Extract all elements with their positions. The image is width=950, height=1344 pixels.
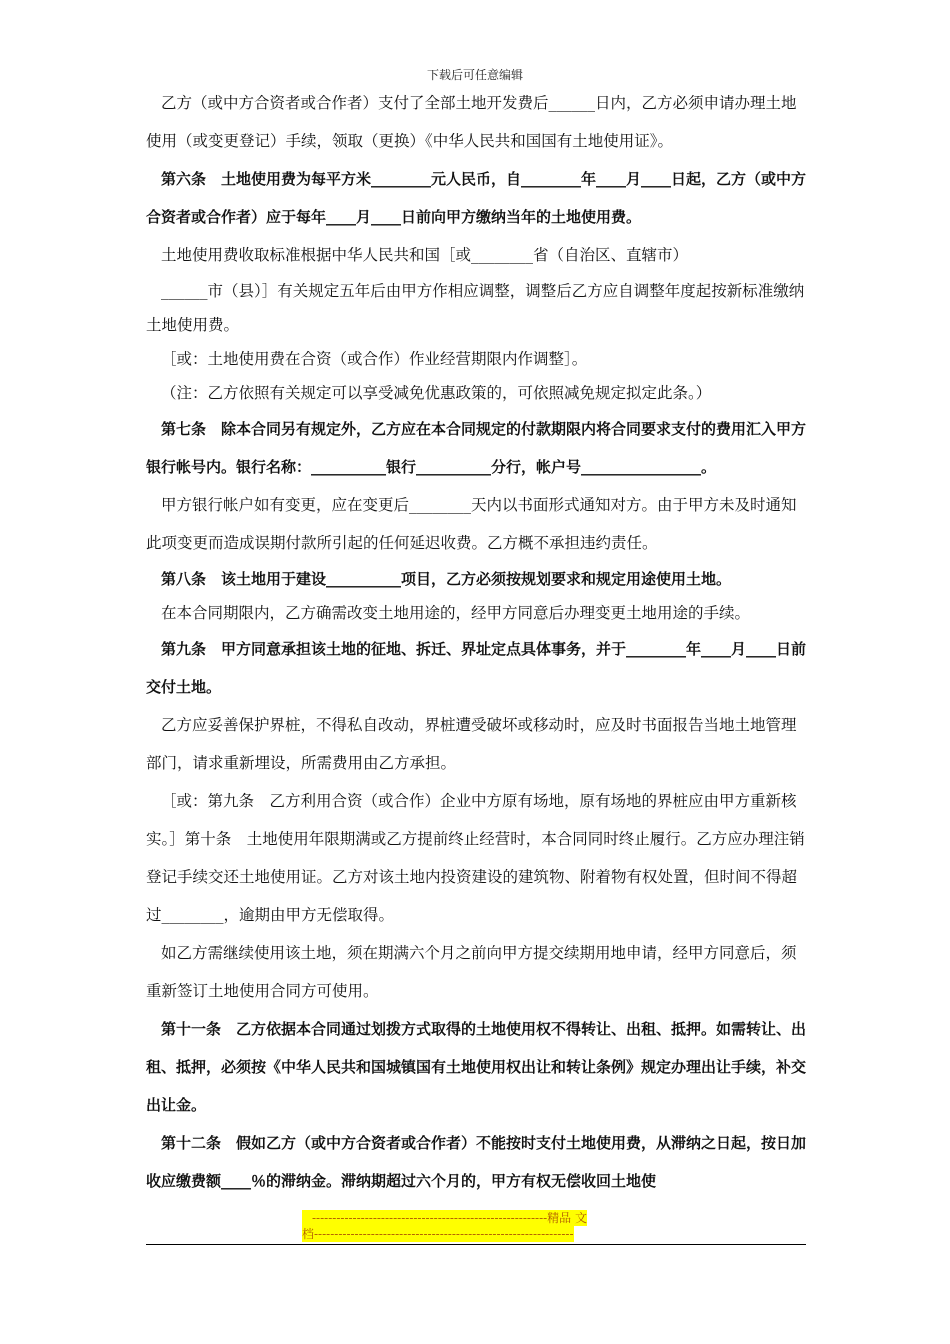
paragraph-fee-standard: 土地使用费收取标准根据中华人民共和国［或________省（自治区、直辖市） bbox=[161, 246, 689, 264]
paragraph-note: （注：乙方依照有关规定可以享受减免优惠政策的，可依照减免规定拟定此条。） bbox=[161, 384, 712, 402]
article-8-land-use: 第八条 该土地用于建设__________项目，乙方必须按规划要求和规定用途使用土地。 bbox=[161, 570, 732, 588]
footer-divider bbox=[146, 1244, 806, 1245]
article-9-delivery: 第九条 甲方同意承担该土地的征地、拆迁、界址定点具体事务，并于________年____月____日前交付土地。 bbox=[146, 640, 807, 696]
paragraph-fee-adjustment: ______市（县）］有关规定五年后由甲方作相应调整，调整后乙方应自调整年度起按新标准缴纳土地使用费。 bbox=[146, 282, 805, 334]
footer-line-1: ----------------------------------------------------------精品 文 bbox=[302, 1210, 587, 1226]
footer-line-2: 档---------------------------------------------------------------- bbox=[302, 1227, 574, 1241]
paragraph-renewal: 如乙方需继续使用该土地，须在期满六个月之前向甲方提交续期用地申请，经甲方同意后，须重新签订土地使用合同方可使用。 bbox=[146, 944, 797, 1000]
article-12-late-fee: 第十二条 假如乙方（或中方合资者或合作者）不能按时支付土地使用费，从滞纳之日起，按日加收应缴费额____％的滞纳金。滞纳期超过六个月的，甲方有权无偿收回土地使 bbox=[146, 1134, 807, 1190]
paragraph-article-10-termination: ［或：第九条 乙方利用合资（或合作）企业中方原有场地，原有场地的界桩应由甲方重新核实。］第十条 土地使用年限期满或乙方提前终止经营时，本合同同时终止履行。乙方应办理注销登记手续交还土地使用证。乙方对该土地内投资建设的建筑物、附着物有权处置，但时间不得超过________，逾期由甲方无偿取得。 bbox=[146, 792, 805, 924]
paragraph-land-certificate: 乙方（或中方合资者或合作者）支付了全部土地开发费后______日内，乙方必须申请办理土地使用（或变更登记）手续，领取（更换）《中华人民共和国国有土地使用证》。 bbox=[146, 94, 797, 150]
paragraph-fee-alternative: ［或：土地使用费在合资（或合作）作业经营期限内作调整］。 bbox=[161, 350, 588, 368]
document-body bbox=[146, 84, 806, 1200]
footer-watermark bbox=[302, 1210, 650, 1242]
page-header: 下载后可任意编辑 bbox=[426, 68, 523, 82]
paragraph-boundary-markers: 乙方应妥善保护界桩，不得私自改动，界桩遭受破坏或移动时，应及时书面报告当地土地管理部门，请求重新埋设，所需费用由乙方承担。 bbox=[146, 716, 797, 772]
article-11-transfer: 第十一条 乙方依据本合同通过划拨方式取得的土地使用权不得转让、出租、抵押。如需转让、出租、抵押，必须按《中华人民共和国城镇国有土地使用权出让和转让条例》规定办理出让手续，补交出让金。 bbox=[146, 1020, 807, 1114]
paragraph-bank-change: 甲方银行帐户如有变更，应在变更后________天内以书面形式通知对方。由于甲方未及时通知此项变更而造成误期付款所引起的任何延迟收费。乙方概不承担违约责任。 bbox=[146, 496, 797, 552]
paragraph-use-change: 在本合同期限内，乙方确需改变土地用途的，经甲方同意后办理变更土地用途的手续。 bbox=[161, 604, 751, 622]
article-7-payment: 第七条 除本合同另有规定外，乙方应在本合同规定的付款期限内将合同要求支付的费用汇入甲方银行帐号内。银行名称：__________银行__________分行，帐户号________________。 bbox=[146, 420, 807, 476]
article-6-land-fee: 第六条 土地使用费为每平方米________元人民币，自________年____月____日起，乙方（或中方合资者或合作者）应于每年____月____日前向甲方缴纳当年的土地使用费。 bbox=[146, 170, 807, 226]
